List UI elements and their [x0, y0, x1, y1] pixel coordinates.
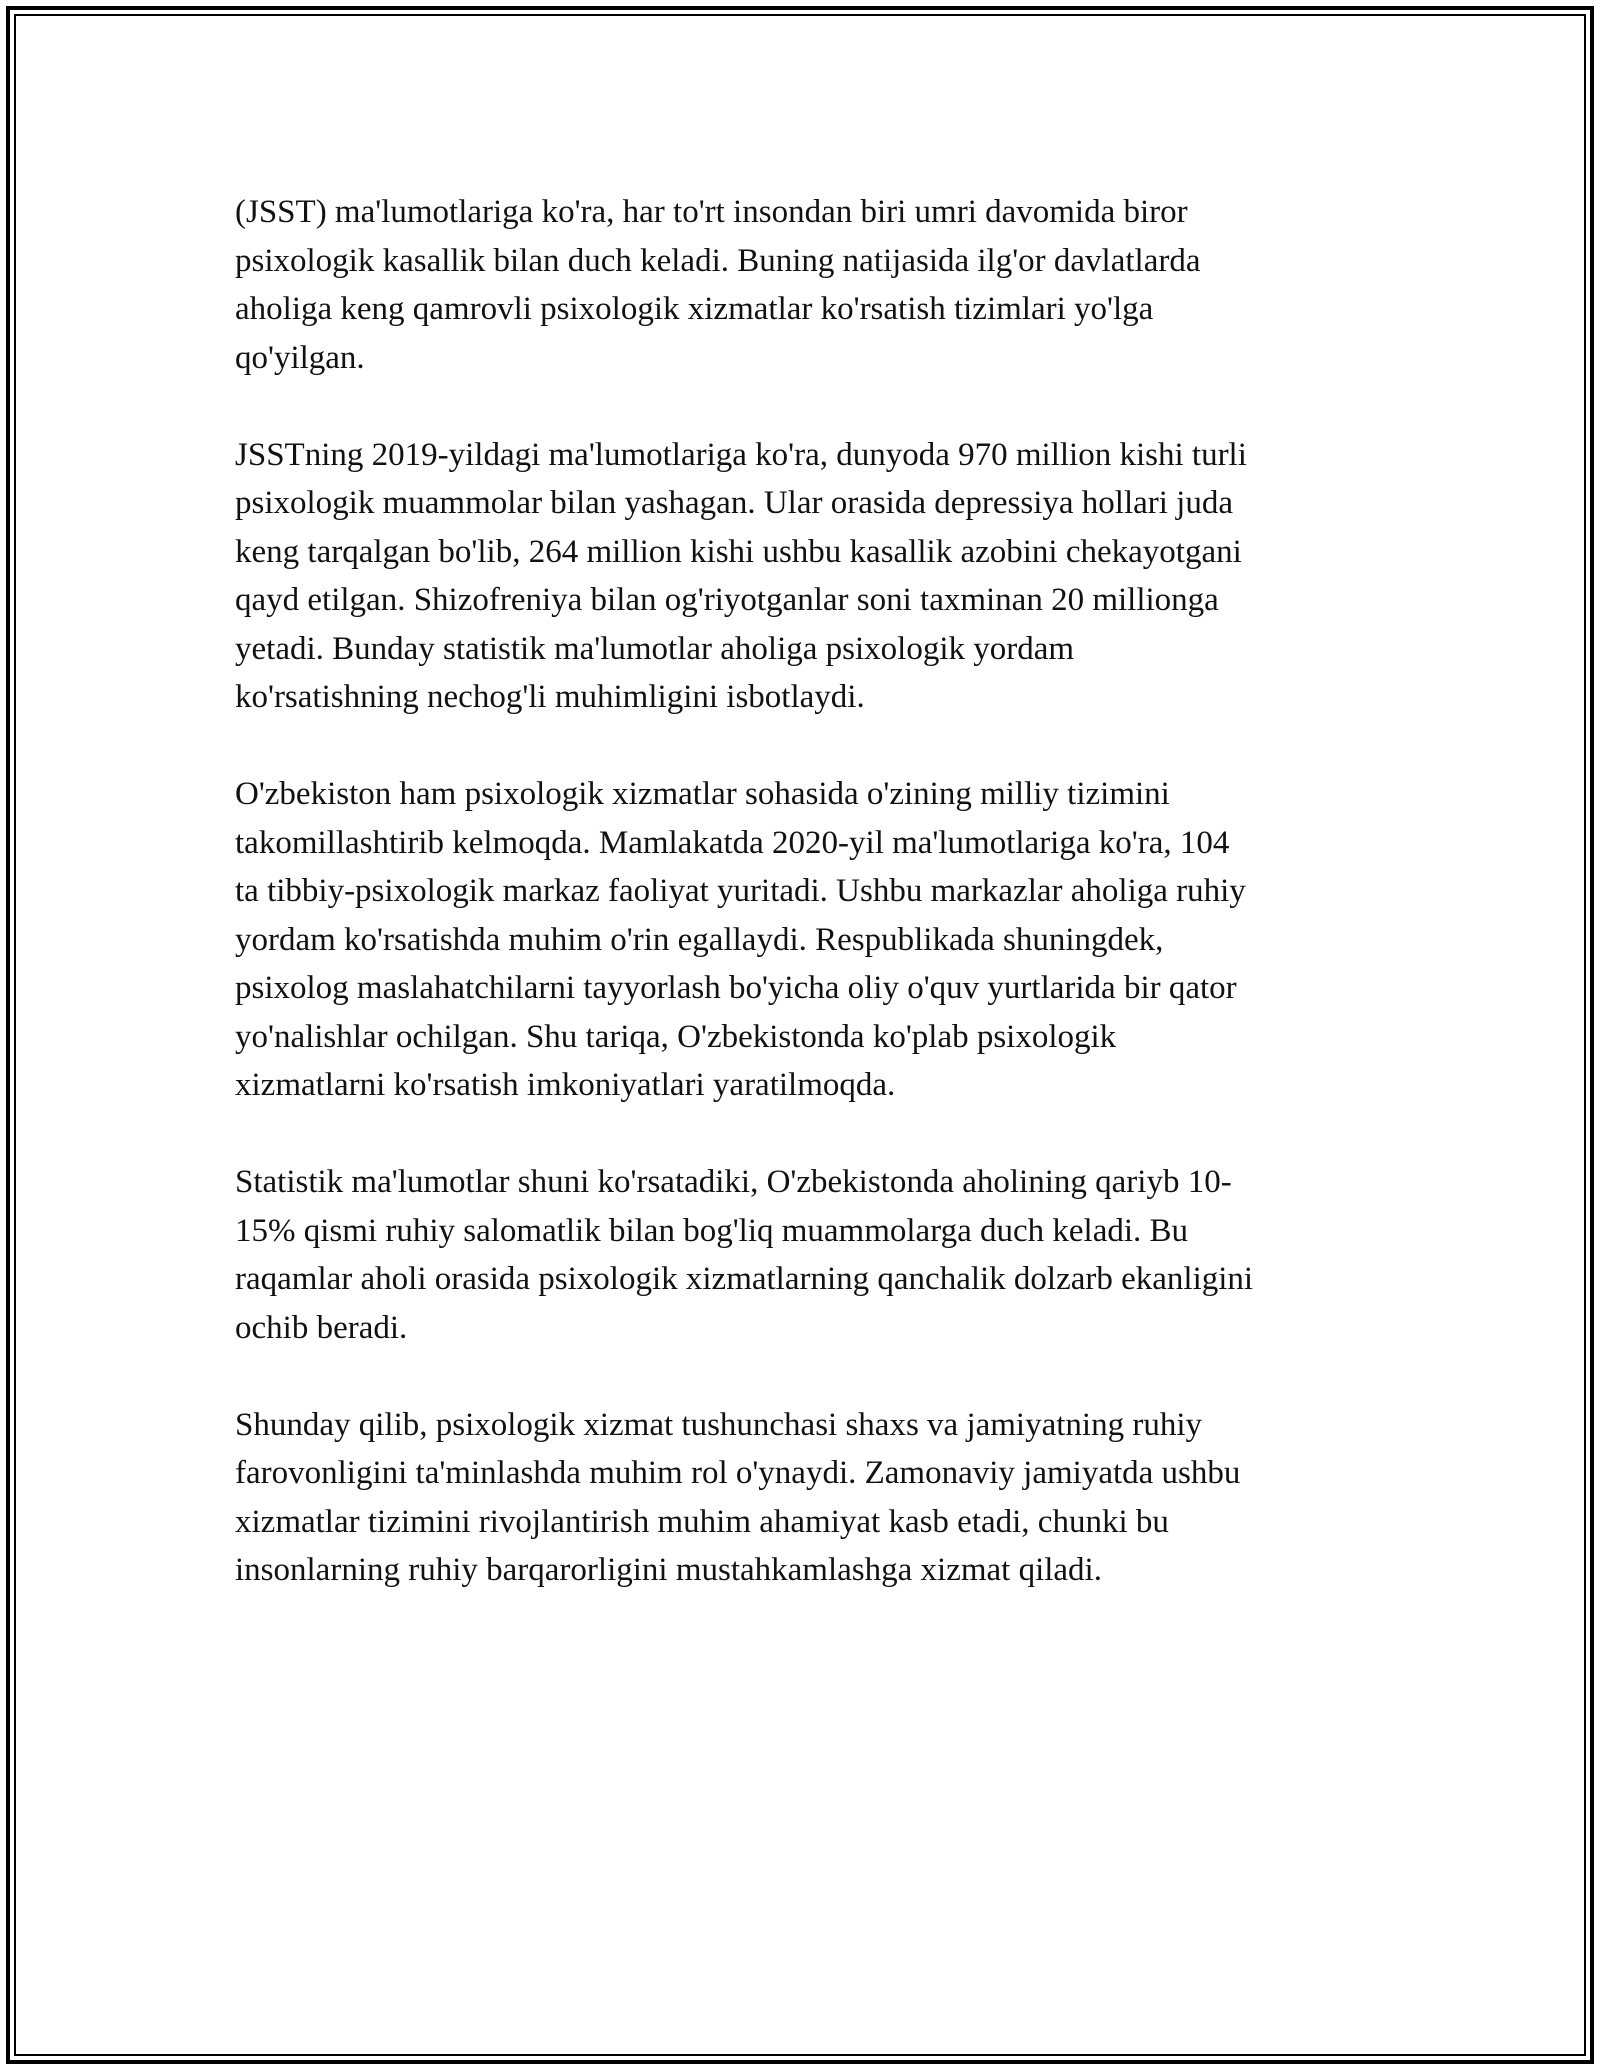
text-line: JSSTning 2019-yildagi ma'lumotlariga ko'ra, dunyoda 970 million kishi turli	[235, 436, 1247, 473]
paragraph-4	[235, 1158, 1375, 1352]
text-line: psixolog maslahatchilarni tayyorlash bo'yicha oliy o'quv yurtlarida bir qator	[235, 970, 1237, 1006]
text-line: Shunday qilib, psixologik xizmat tushunchasi shaxs va jamiyatning ruhiy	[235, 1406, 1202, 1443]
text-line: qayd etilgan. Shizofreniya bilan og'riyotganlar soni taxminan 20 millionga	[235, 582, 1219, 618]
text-line: qo'yilgan.	[235, 339, 365, 376]
paragraph-2	[235, 431, 1375, 722]
text-line: farovonligini ta'minlashda muhim rol o'ynaydi. Zamonaviy jamiyatda ushbu	[235, 1455, 1241, 1491]
paragraph-1	[235, 188, 1375, 382]
text-line: psixologik muammolar bilan yashagan. Ular orasida depressiya hollari juda	[235, 485, 1233, 521]
paragraph-3	[235, 770, 1375, 1110]
text-line: Statistik ma'lumotlar shuni ko'rsatadiki, O'zbekistonda aholining qariyb 10-	[235, 1164, 1232, 1200]
text-line: ochib beradi.	[235, 1309, 408, 1346]
text-line: keng tarqalgan bo'lib, 264 million kishi ushbu kasallik azobini chekayotgani	[235, 533, 1242, 570]
text-line: ko'rsatishning nechog'li muhimligini isbotlaydi.	[235, 679, 865, 715]
text-line: (JSST) ma'lumotlariga ko'ra, har to'rt insondan biri umri davomida biror	[235, 194, 1188, 230]
text-line: ta tibbiy-psixologik markaz faoliyat yuritadi. Ushbu markazlar aholiga ruhiy	[235, 873, 1246, 909]
text-line: takomillashtirib kelmoqda. Mamlakatda 2020-yil ma'lumotlariga ko'ra, 104	[235, 824, 1230, 861]
text-line: raqamlar aholi orasida psixologik xizmatlarning qanchalik dolzarb ekanligini	[235, 1261, 1254, 1297]
text-line: O'zbekiston ham psixologik xizmatlar sohasida o'zining milliy tizimini	[235, 776, 1170, 812]
document-body	[235, 188, 1375, 1595]
text-line: insonlarning ruhiy barqarorligini mustahkamlashga xizmat qiladi.	[235, 1552, 1102, 1588]
text-line: yetadi. Bunday statistik ma'lumotlar aholiga psixologik yordam	[235, 630, 1075, 667]
text-line: aholiga keng qamrovli psixologik xizmatlar ko'rsatish tizimlari yo'lga	[235, 291, 1154, 327]
text-line: xizmatlar tizimini rivojlantirish muhim ahamiyat kasb etadi, chunki bu	[235, 1503, 1169, 1540]
paragraph-5	[235, 1401, 1375, 1595]
text-line: xizmatlarni ko'rsatish imkoniyatlari yaratilmoqda.	[235, 1067, 896, 1103]
text-line: psixologik kasallik bilan duch keladi. Buning natijasida ilg'or davlatlarda	[235, 242, 1201, 279]
text-line: 15% qismi ruhiy salomatlik bilan bog'liq muammolarga duch keladi. Bu	[235, 1212, 1189, 1249]
text-line: yo'nalishlar ochilgan. Shu tariqa, O'zbekistonda ko'plab psixologik	[235, 1018, 1117, 1055]
text-line: yordam ko'rsatishda muhim o'rin egallaydi. Respublikada shuningdek,	[235, 921, 1164, 958]
